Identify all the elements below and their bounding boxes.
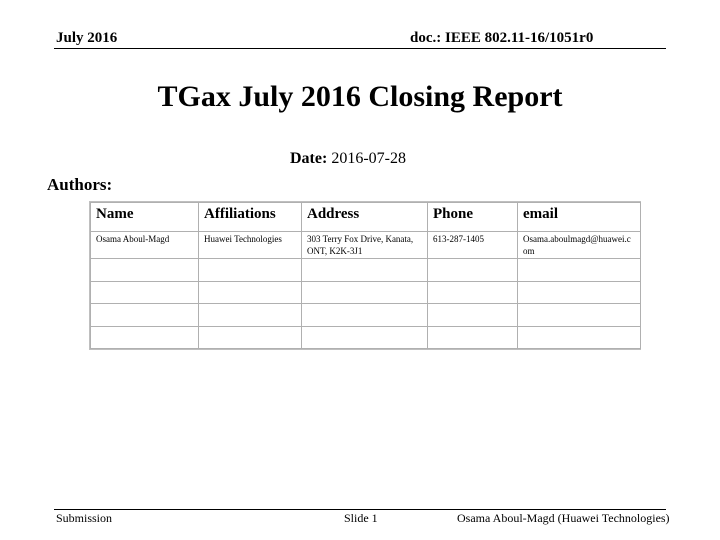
- authors-label: Authors:: [47, 175, 113, 194]
- footer-author: Osama Aboul-Magd (Huawei Technologies): [457, 511, 670, 525]
- column-header-email: email: [518, 203, 641, 232]
- cell-email: Osama.aboulmagd@huawei.com: [518, 232, 641, 259]
- footer-submission: Submission: [56, 511, 113, 525]
- date-value: 2016-07-28: [331, 150, 406, 167]
- header-divider: [54, 48, 666, 49]
- table-row-empty: [91, 326, 641, 349]
- cell-affiliation: Huawei Technologies: [199, 232, 302, 259]
- authors-table: [90, 202, 641, 349]
- table-header-row: [91, 203, 641, 232]
- column-header-name: Name: [91, 203, 199, 232]
- header-date: July 2016: [56, 30, 118, 46]
- footer-slide-number: Slide 1: [344, 511, 378, 525]
- date-label: Date:: [290, 150, 328, 167]
- cell-name: Osama Aboul-Magd: [91, 232, 199, 259]
- column-header-phone: Phone: [428, 203, 518, 232]
- table-row-empty: [91, 259, 641, 282]
- column-header-address: Address: [302, 203, 428, 232]
- cell-phone: 613-287-1405: [428, 232, 518, 259]
- slide-date: [290, 150, 406, 168]
- column-header-affiliations: Affiliations: [199, 203, 302, 232]
- table-row-empty: [91, 304, 641, 327]
- header-doc-id: doc.: IEEE 802.11-16/1051r0: [410, 30, 594, 46]
- footer-divider: [54, 509, 666, 510]
- table-row: [91, 232, 641, 259]
- cell-address: 303 Terry Fox Drive, Kanata, ONT, K2K-3J1: [302, 232, 428, 259]
- slide-title: TGax July 2016 Closing Report: [157, 80, 563, 113]
- table-row-empty: [91, 281, 641, 304]
- authors-table-container: [90, 202, 640, 349]
